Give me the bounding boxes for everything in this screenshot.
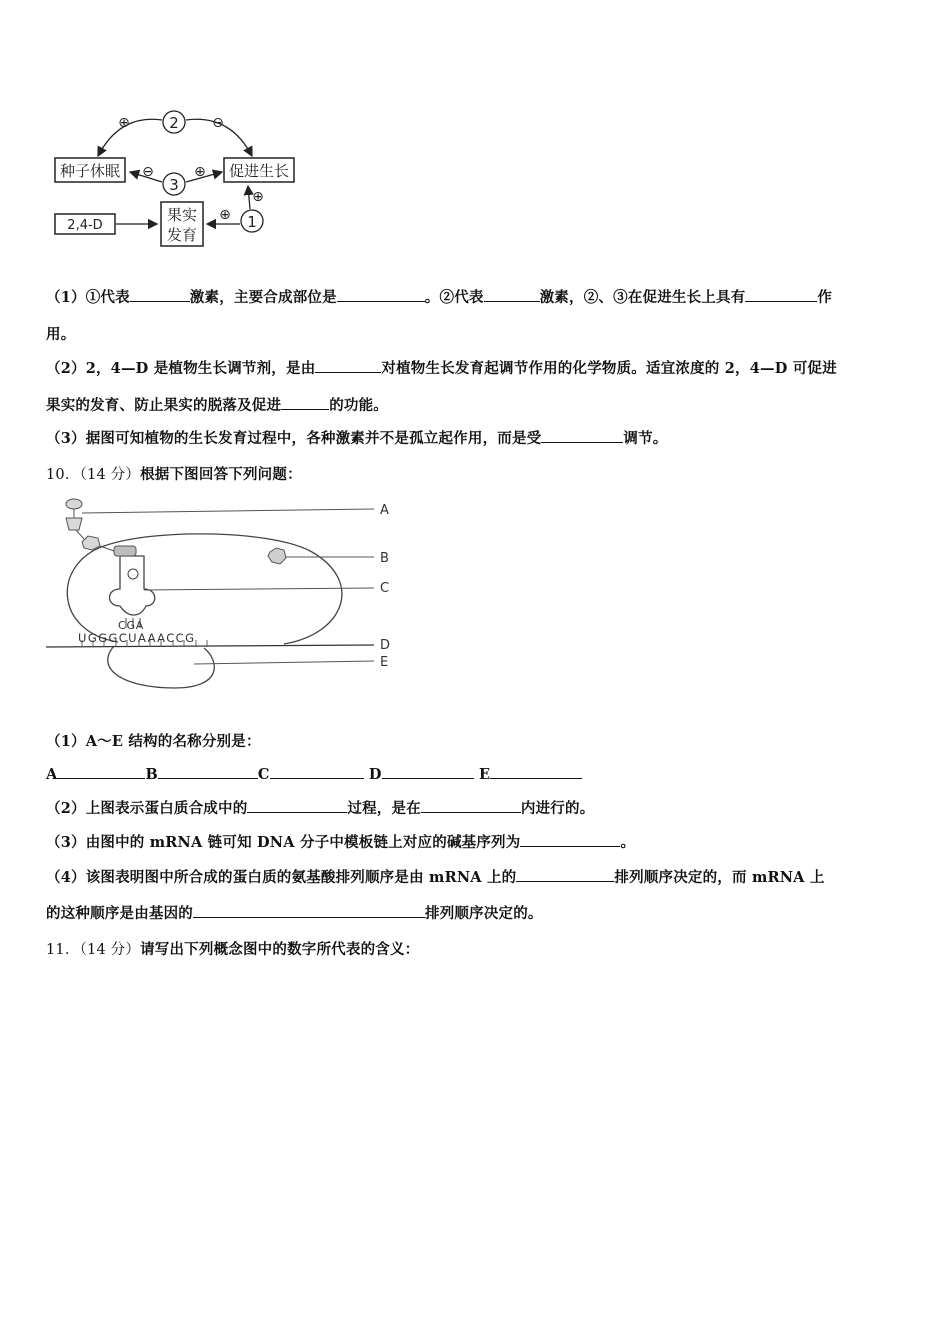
answer-blank[interactable] — [520, 832, 620, 847]
plus-sign: ⊕ — [118, 115, 130, 131]
q11-header — [46, 938, 419, 959]
amino-acid — [114, 546, 136, 556]
ribosome-small-subunit — [108, 646, 215, 688]
question-number: 10． — [46, 467, 80, 483]
promote-growth-label: 促进生长 — [228, 162, 290, 180]
minus-sign: ⊖ — [142, 164, 154, 180]
hormone-diagram — [40, 100, 320, 260]
anticodon: CGA — [118, 619, 145, 632]
q10-part4-line1: （4）该图表明图中所合成的蛋白质的氨基酸排列顺序是由 mRNA 上的 排列顺序决定的，而 mRNA 上 — [46, 869, 825, 886]
label-d: D — [380, 638, 391, 653]
question-title: 根据下图回答下列问题： — [140, 466, 302, 483]
q10-part3: （3）由图中的 mRNA 链可知 DNA 分子中模板链上对应的碱基序列为 。 — [46, 834, 636, 851]
node-3-label: 3 — [169, 176, 179, 194]
answer-blank[interactable] — [130, 287, 190, 302]
q9-part2-line2: 果实的发育、防止果实的脱落及促进 的功能。 — [46, 397, 389, 414]
peptide-bond — [100, 546, 114, 551]
answer-blank[interactable] — [484, 287, 540, 302]
answer-blank[interactable] — [315, 358, 381, 373]
answer-blank-b[interactable] — [158, 764, 258, 779]
label-b: B — [380, 551, 389, 566]
answer-blank[interactable] — [516, 867, 614, 882]
trna — [110, 556, 155, 615]
plus-sign: ⊕ — [252, 189, 264, 205]
answer-blank-d[interactable] — [382, 764, 474, 779]
answer-blank[interactable] — [541, 428, 623, 443]
trna-loop — [128, 569, 138, 579]
node-2-label: 2 — [169, 114, 179, 132]
question-score: （14 分） — [79, 467, 141, 483]
answer-blank-a[interactable] — [57, 764, 145, 779]
answer-blank[interactable] — [281, 395, 329, 410]
q10-part1: （1）A～E 结构的名称分别是： — [46, 733, 261, 750]
question-number: 11． — [46, 942, 80, 958]
answer-blank[interactable] — [193, 903, 425, 918]
amino-acid — [82, 536, 100, 550]
translation-diagram — [44, 494, 404, 694]
amino-acid — [66, 499, 82, 509]
fruit-label-line2: 发育 — [166, 226, 198, 244]
q9-part1-line2: 用。 — [46, 326, 76, 343]
mrna-sequence: UGGGCUAAACCG — [78, 631, 196, 645]
node-1-label: 1 — [247, 213, 257, 231]
q9-part1-line1: （1）①代表 激素，主要合成部位是 。②代表 激素，②、③在促进生长上具有 作 — [46, 289, 833, 306]
plus-sign: ⊕ — [194, 164, 206, 180]
label-e: E — [380, 655, 389, 670]
mrna-strand — [46, 645, 374, 647]
answer-blank-e[interactable] — [490, 764, 582, 779]
q9-part2-line1: （2）2，4—D 是植物生长调节剂，是由 对植物生长发育起调节作用的化学物质。适宜浓度的 2，4—D 可促进 — [46, 360, 837, 377]
minus-sign: ⊖ — [212, 115, 224, 131]
q10-answers: A B C D E — [46, 764, 582, 783]
answer-blank[interactable] — [247, 798, 347, 813]
q10-header — [46, 463, 302, 484]
question-title: 请写出下列概念图中的数字所代表的含义： — [140, 941, 420, 958]
auxin-label: 2,4-D — [67, 218, 103, 233]
answer-blank[interactable] — [337, 287, 425, 302]
label-a: A — [380, 503, 389, 518]
answer-blank[interactable] — [745, 287, 817, 302]
arrow-2-to-dormancy — [98, 119, 162, 156]
arrow-1-to-growth — [248, 186, 250, 209]
fruit-label-line1: 果实 — [166, 206, 198, 224]
seed-dormancy-label: 种子休眠 — [59, 162, 121, 180]
amino-acid — [66, 518, 82, 530]
peptide-bond — [76, 530, 84, 539]
answer-blank[interactable] — [421, 798, 521, 813]
q10-part2: （2）上图表示蛋白质合成中的 过程，是在 内进行的。 — [46, 800, 595, 817]
plus-sign: ⊕ — [219, 207, 231, 223]
leader-c — [144, 588, 374, 590]
label-c: C — [380, 581, 390, 596]
question-score: （14 分） — [79, 942, 141, 958]
answer-blank-c[interactable] — [270, 764, 364, 779]
leader-e — [194, 661, 374, 664]
amino-acid-b — [268, 548, 286, 564]
leader-a — [82, 509, 374, 513]
q9-part3: （3）据图可知植物的生长发育过程中，各种激素并不是孤立起作用，而是受 调节。 — [46, 430, 668, 447]
q10-part4-line2: 的这种顺序是由基因的 排列顺序决定的。 — [46, 905, 543, 922]
